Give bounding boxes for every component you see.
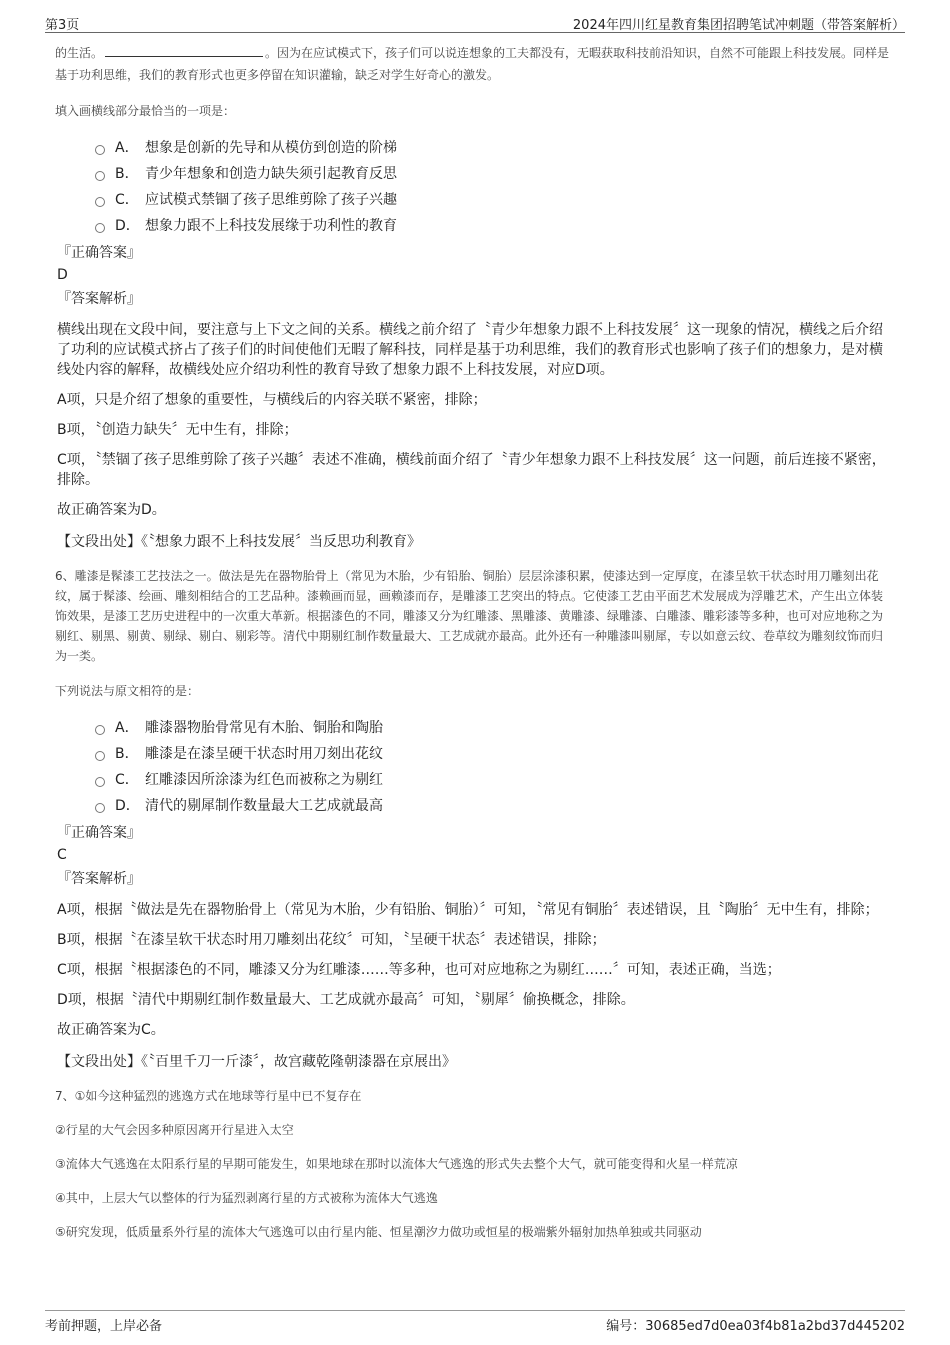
q5-explanation-b: B项，〝创造力缺失〞无中生有，排除；	[57, 422, 298, 438]
option-text: 想象是创新的先导和从模仿到创造的阶梯	[145, 140, 397, 156]
q5-option-c[interactable]	[95, 186, 892, 212]
q5-answer-label: 『正确答案』	[57, 245, 141, 261]
q6-prompt: 下列说法与原文相符的是：	[55, 684, 200, 698]
q7-item-1: 7、①如今这种猛烈的逃逸方式在地球等行星中已不复存在	[55, 1089, 362, 1103]
q6-explain-label: 『答案解析』	[57, 871, 141, 887]
page-header	[45, 12, 905, 33]
option-text: 雕漆是在漆呈硬干状态时用刀刻出花纹	[145, 746, 383, 762]
option-text: 雕漆器物胎骨常见有木胎、铜胎和陶胎	[145, 720, 383, 736]
q5-explanation-main: 横线出现在文段中间，要注意与上下文之间的关系。横线之前介绍了〝青少年想象力跟不上科技发展〞这一现象的情况，横线之后介绍了功利的应试模式挤占了孩子们的时间使他们无暇了解科技，同样是基于功利思维，我们的教育形式也影响了孩子们的想象力，是对横线处内容的解释，故横线处应介绍功利性的教育导致了想象力跟不上科技发展，对应D项。	[57, 322, 883, 378]
document-id: 编号：30685ed7d0ea03f4b81a2bd37d445202	[606, 1319, 905, 1334]
q7-item-2: ②行星的大气会因多种原因离开行星进入太空	[55, 1123, 294, 1137]
q5-explanation-a: A项，只是介绍了想象的重要性，与横线后的内容关联不紧密，排除；	[57, 392, 487, 408]
q7-item-3: ③流体大气逃逸在太阳系行星的早期可能发生，如果地球在那时以流体大气逃逸的形式失去整个大气，就可能变得和火星一样荒凉	[55, 1157, 738, 1171]
q6-explanation-d: D项，根据〝清代中期剔红制作数量最大、工艺成就亦最高〞可知，〝剔犀〞偷换概念，排除。	[57, 992, 635, 1008]
fill-blank-line	[105, 44, 263, 57]
option-letter: A．	[115, 140, 139, 156]
radio-icon[interactable]	[95, 803, 105, 813]
option-letter: D．	[115, 218, 140, 234]
q5-options	[95, 134, 892, 238]
q6-explanation-b: B项，根据〝在漆呈软干状态时用刀雕刻出花纹〞可知，〝呈硬干状态〞表述错误，排除；	[57, 932, 606, 948]
q5-prompt: 填入画横线部分最恰当的一项是：	[55, 104, 236, 118]
radio-icon[interactable]	[95, 197, 105, 207]
q6-explanation-c: C项，根据〝根据漆色的不同，雕漆又分为红雕漆……等多种，也可对应地称之为剔红……〞可知，表述正确，当选；	[57, 962, 781, 978]
q5-option-a[interactable]	[95, 134, 892, 160]
q7-item-4: ④其中，上层大气以整体的行为猛烈剥离行星的方式被称为流体大气逃逸	[55, 1191, 438, 1205]
footer-slogan: 考前押题，上岸必备	[45, 1319, 163, 1334]
q6-option-a[interactable]	[95, 714, 892, 740]
q5-passage	[55, 42, 892, 86]
q5-passage-pre: 的生活。	[55, 46, 104, 60]
q6-source: 【文段出处】《〝百里千刀一斤漆〞，故宫藏乾隆朝漆器在京展出》	[57, 1054, 456, 1070]
q6-passage: 6、雕漆是髹漆工艺技法之一。做法是先在器物胎骨上（常见为木胎，少有铅胎、铜胎）层层涂漆积累，使漆达到一定厚度，在漆呈软干状态时用刀雕刻出花纹，属于髹漆、绘画、雕刻相结合的工艺品种。漆赖画而显，画赖漆而存，是雕漆工艺突出的特点。它使漆工艺由平面艺术发展成为浮雕艺术，产生出立体装饰效果，是漆工艺历史进程中的一次重大革新。根据漆色的不同，雕漆又分为红雕漆、黑雕漆、黄雕漆、绿雕漆、白雕漆、雕彩漆等多种，也可对应地称之为剔红、剔黑、剔黄、剔绿、剔白、剔彩等。清代中期剔红制作数量最大、工艺成就亦最高。此外还有一种雕漆叫剔犀，专以如意云纹、卷草纹为雕刻纹饰而归为一类。	[55, 569, 884, 663]
option-letter: B．	[115, 746, 139, 762]
option-letter: C．	[115, 192, 139, 208]
q5-option-d[interactable]	[95, 212, 892, 238]
option-letter: A．	[115, 720, 139, 736]
q6-explanation-a: A项，根据〝做法是先在器物胎骨上（常见为木胎，少有铅胎、铜胎）〞可知，〝常见有铜胎〞表述错误，且〝陶胎〞无中生有，排除；	[57, 902, 879, 918]
q6-answer-label: 『正确答案』	[57, 825, 141, 841]
option-text: 青少年想象和创造力缺失须引起教育反思	[145, 166, 397, 182]
document-body	[55, 42, 892, 1242]
radio-icon[interactable]	[95, 171, 105, 181]
option-text: 清代的剔犀制作数量最大工艺成就最高	[145, 798, 383, 814]
q6-option-c[interactable]	[95, 766, 892, 792]
radio-icon[interactable]	[95, 725, 105, 735]
radio-icon[interactable]	[95, 777, 105, 787]
option-text: 应试模式禁锢了孩子思维剪除了孩子兴趣	[145, 192, 397, 208]
q6-answer: C	[57, 847, 67, 863]
option-text: 想象力跟不上科技发展缘于功利性的教育	[145, 218, 397, 234]
radio-icon[interactable]	[95, 751, 105, 761]
q5-conclusion: 故正确答案为D。	[57, 502, 166, 518]
option-letter: D．	[115, 798, 140, 814]
document-title: 2024年四川红星教育集团招聘笔试冲刺题（带答案解析）	[572, 18, 905, 33]
q5-source: 【文段出处】《〝想象力跟不上科技发展〞当反思功利教育》	[57, 534, 421, 550]
page-footer	[45, 1310, 905, 1335]
option-letter: B．	[115, 166, 139, 182]
q5-explain-label: 『答案解析』	[57, 291, 141, 307]
page-number: 第3页	[45, 18, 80, 33]
q7-item-5: ⑤研究发现，低质量系外行星的流体大气逃逸可以由行星内能、恒星潮汐力做功或恒星的极端紫外辐射加热单独或共同驱动	[55, 1225, 702, 1239]
q6-option-d[interactable]	[95, 792, 892, 818]
option-letter: C．	[115, 772, 139, 788]
q6-options	[95, 714, 892, 818]
radio-icon[interactable]	[95, 223, 105, 233]
q5-answer: D	[57, 267, 68, 283]
q5-passage-post: 。因为在应试模式下，孩子们可以说连想象的工夫都没有，无暇获取科技前沿知识，自然不可能跟上科技发展。同样是基于功利思维，我们的教育形式也更多停留在知识灌输，缺乏对学生好奇心的激发。	[55, 46, 890, 82]
q5-explanation-c: C项，〝禁锢了孩子思维剪除了孩子兴趣〞表述不准确，横线前面介绍了〝青少年想象力跟不上科技发展〞这一问题，前后连接不紧密，排除。	[57, 452, 886, 488]
q6-conclusion: 故正确答案为C。	[57, 1022, 165, 1038]
q5-option-b[interactable]	[95, 160, 892, 186]
option-text: 红雕漆因所涂漆为红色而被称之为剔红	[145, 772, 383, 788]
radio-icon[interactable]	[95, 145, 105, 155]
q6-option-b[interactable]	[95, 740, 892, 766]
